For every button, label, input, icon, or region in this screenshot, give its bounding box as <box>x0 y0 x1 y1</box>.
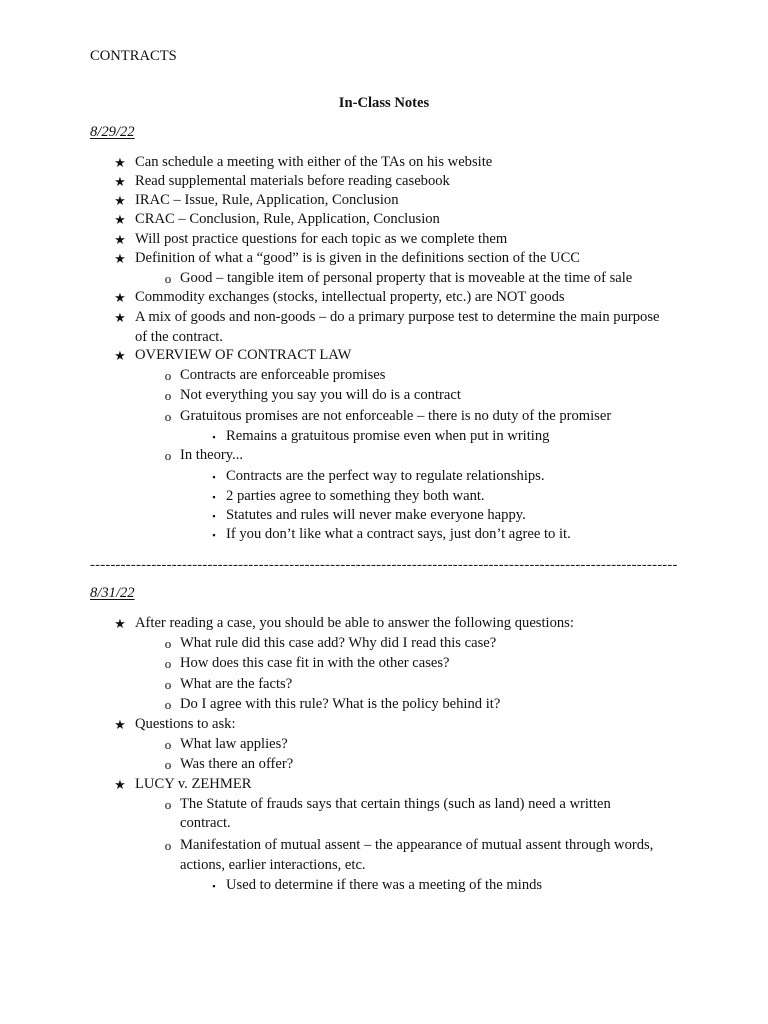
sub-point-text: Was there an offer? <box>180 756 294 772</box>
main-point-text: Definition of what a “good” is is given in the definitions section of the UCC <box>135 250 581 266</box>
main-point-text: Will post practice questions for each topic as we complete them <box>135 231 508 247</box>
circle-bullet-icon: o <box>164 677 172 692</box>
star-bullet-icon: ★ <box>114 348 126 363</box>
square-bullet-icon: ▪ <box>212 432 216 442</box>
sub-point-text: contract. <box>180 815 231 831</box>
main-point-text: Can schedule a meeting with either of the TAs on his website <box>135 154 493 170</box>
circle-bullet-icon: o <box>164 757 172 772</box>
circle-bullet-icon: o <box>164 448 172 463</box>
detail-point-text: Used to determine if there was a meeting of the minds <box>226 877 543 893</box>
star-bullet-icon: ★ <box>114 717 126 732</box>
sub-point-text: How does this case fit in with the other cases? <box>180 655 450 671</box>
square-bullet-icon: ▪ <box>212 492 216 502</box>
square-bullet-icon: ▪ <box>212 511 216 521</box>
star-bullet-icon: ★ <box>114 155 126 170</box>
main-point-text: OVERVIEW OF CONTRACT LAW <box>135 347 352 363</box>
star-bullet-icon: ★ <box>114 174 126 189</box>
sub-point-text: The Statute of frauds says that certain things (such as land) need a written <box>180 796 611 812</box>
sub-point-text: What law applies? <box>180 736 288 752</box>
star-bullet-icon: ★ <box>114 616 126 631</box>
course-title: CONTRACTS <box>90 48 177 64</box>
sub-point-text: In theory... <box>180 447 244 463</box>
page-heading: In-Class Notes <box>338 95 430 111</box>
star-bullet-icon: ★ <box>114 193 126 208</box>
section-divider: ------------------------------------------------------------------------------------------------------------------- <box>90 557 678 573</box>
star-bullet-icon: ★ <box>114 777 126 792</box>
circle-bullet-icon: o <box>164 697 172 712</box>
circle-bullet-icon: o <box>164 409 172 424</box>
sub-point-text: Do I agree with this rule? What is the policy behind it? <box>180 696 501 712</box>
sub-point-text: Gratuitous promises are not enforceable – there is no duty of the promiser <box>180 408 612 424</box>
main-point-text: A mix of goods and non-goods – do a primary purpose test to determine the main purpose <box>135 309 660 325</box>
detail-point-text: Statutes and rules will never make everyone happy. <box>226 507 526 523</box>
sub-point-text: What are the facts? <box>180 676 293 692</box>
main-point-text: CRAC – Conclusion, Rule, Application, Conclusion <box>135 211 440 227</box>
circle-bullet-icon: o <box>164 271 172 286</box>
square-bullet-icon: ▪ <box>212 530 216 540</box>
star-bullet-icon: ★ <box>114 290 126 305</box>
square-bullet-icon: ▪ <box>212 472 216 482</box>
sub-point-text: actions, earlier interactions, etc. <box>180 857 366 873</box>
circle-bullet-icon: o <box>164 636 172 651</box>
star-bullet-icon: ★ <box>114 212 126 227</box>
circle-bullet-icon: o <box>164 737 172 752</box>
main-point-text: LUCY v. ZEHMER <box>135 776 252 792</box>
main-point-text: Commodity exchanges (stocks, intellectual property, etc.) are NOT goods <box>135 289 565 305</box>
circle-bullet-icon: o <box>164 797 172 812</box>
sub-point-text: Manifestation of mutual assent – the appearance of mutual assent through words, <box>180 837 654 853</box>
section-date: 8/31/22 <box>90 585 135 601</box>
main-point-text: Questions to ask: <box>135 716 236 732</box>
main-point-text: After reading a case, you should be able to answer the following questions: <box>135 615 574 631</box>
square-bullet-icon: ▪ <box>212 881 216 891</box>
sub-point-text: Contracts are enforceable promises <box>180 367 386 383</box>
star-bullet-icon: ★ <box>114 310 126 325</box>
sub-point-text: Good – tangible item of personal property that is moveable at the time of sale <box>180 270 633 286</box>
main-point-text: Read supplemental materials before reading casebook <box>135 173 450 189</box>
circle-bullet-icon: o <box>164 368 172 383</box>
detail-point-text: Remains a gratuitous promise even when put in writing <box>226 428 550 444</box>
section-date: 8/29/22 <box>90 124 135 140</box>
circle-bullet-icon: o <box>164 656 172 671</box>
main-point-text: IRAC – Issue, Rule, Application, Conclusion <box>135 192 399 208</box>
detail-point-text: If you don’t like what a contract says, just don’t agree to it. <box>226 526 571 542</box>
sub-point-text: Not everything you say you will do is a contract <box>180 387 461 403</box>
star-bullet-icon: ★ <box>114 251 126 266</box>
sub-point-text: What rule did this case add? Why did I read this case? <box>180 635 497 651</box>
detail-point-text: 2 parties agree to something they both want. <box>226 488 485 504</box>
circle-bullet-icon: o <box>164 838 172 853</box>
star-bullet-icon: ★ <box>114 232 126 247</box>
detail-point-text: Contracts are the perfect way to regulate relationships. <box>226 468 545 484</box>
main-point-text: of the contract. <box>135 329 223 345</box>
circle-bullet-icon: o <box>164 388 172 403</box>
